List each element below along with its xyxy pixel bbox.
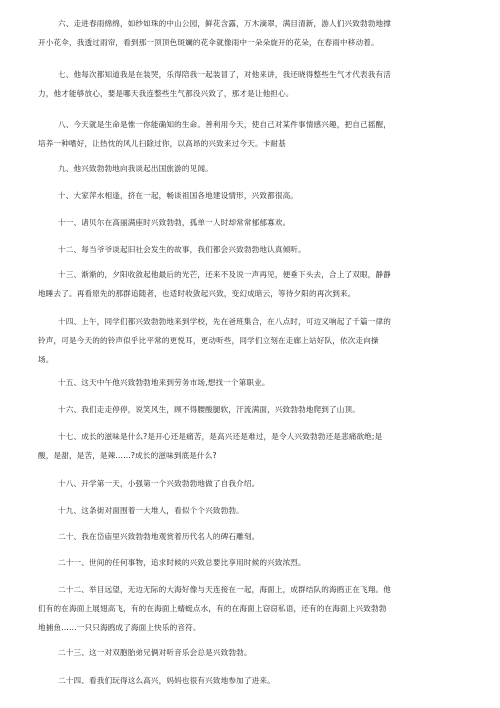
paragraph — [38, 400, 468, 419]
paragraph-line: 十三、渐渐的，夕阳收敛起他最后的光芒，还来不及说一声再见，便垂下头去，合上了双眼，静静 — [58, 270, 391, 279]
paragraph-line: 九、他兴致勃勃地向我谈起出国旅游的见闻。 — [58, 164, 213, 173]
paragraph — [38, 671, 468, 690]
paragraph-line: 二十、我在岱庙里兴致勃勃地观赏着历代名人的碑石雕刻。 — [58, 532, 260, 541]
paragraph-line: 力，他才能够放心，要是哪天我连整些生气都没兴致了，那才是让他担心。 — [38, 89, 294, 98]
paragraph-line: 们有的在海面上展翅高飞，有的在海面上蜻蜓点水，有的在海面上窃窃私语，还有的在海面上兴致勃勃 — [38, 604, 387, 613]
paragraph-line: 八、今天就是生命是惟一你能确知的生命。善利用今天，使自己对某件事情感兴趣，把自己摇醒， — [58, 120, 391, 129]
paragraph-line: 六、走进春雨绵绵，如纱如珠的中山公园，鲜花含露，万木滴翠，满目清新，游人们兴致勃勃地撑 — [58, 19, 391, 28]
paragraph-line: 场。 — [38, 355, 54, 364]
paragraph-line: 培养一种嗜好，让热忱的风儿扫除过你，以高昂的兴致来过今天。卡耐基 — [38, 139, 286, 148]
paragraph-line: 十九、这条街对面围着一大堆人，看似个个兴致勃勃。 — [58, 506, 244, 515]
paragraph-line: 十八、开学第一天，小强第一个兴致勃勃地做了自我介绍。 — [58, 479, 260, 488]
paragraph — [38, 159, 468, 178]
paragraph — [38, 312, 468, 369]
paragraph — [38, 373, 468, 392]
paragraph-line: 十、大家萍水相逢，挤在一起，畅谈祖国各地建设情形，兴致都很高。 — [58, 191, 299, 200]
paragraph-line: 十二、每当爷爷谈起旧社会发生的故事，我们都会兴致勃勃地认真倾听。 — [58, 245, 306, 254]
paragraph-line: 十七、成长的滋味是什么?是开心还是痛苦，是高兴还是难过，是令人兴致勃勃还是悲痛欲绝;是 — [58, 432, 383, 441]
paragraph — [38, 580, 468, 637]
paragraph-line: 七、他每次都知道我是在装哭，乐得陪我一起装冒了，对他来讲，我还晓得整些生气才代表我有活 — [58, 70, 391, 79]
paragraph — [38, 553, 468, 572]
paragraph-line: 十五、这天中午他兴致勃勃地来到劳务市场,想找一个第职业。 — [58, 378, 270, 387]
paragraph — [38, 265, 468, 303]
paragraph — [38, 115, 468, 153]
paragraph — [38, 643, 468, 662]
paragraph-line: 地睡去了。再看原先的那群追随者，也适时收敛起兴致，变幻成暗云，等待夕阳的再次到来。 — [38, 289, 356, 298]
paragraph — [38, 186, 468, 205]
paragraph — [38, 501, 468, 520]
paragraph — [38, 527, 468, 546]
paragraph-line: 二十二、举目远望，无边无际的大海好像与天连接在一起，海面上，成群结队的海鸥正在飞翔。他 — [58, 585, 391, 594]
paragraph-line: 十一、诸贝尔在高丽满座时兴致勃勃，孤单一人时却常常郁郁寡欢。 — [58, 218, 291, 227]
paragraph — [38, 213, 468, 232]
paragraph-line: 酸，是甜，是苦，是辣……?成长的滋味到底是什么? — [38, 451, 217, 460]
paragraph-line: 十六、我们走走停停，说笑风生，顾不得腰酸腿软，汗流满面，兴致勃勃地爬到了山顶。 — [58, 405, 361, 414]
paragraph-line: 地捕鱼……一只只海鸥成了海面上快乐的音符。 — [38, 623, 201, 632]
paragraph — [38, 427, 468, 465]
paragraph-line: 开小花伞，我透过雨帘，看到那一顶顶色斑斓的花伞就像雨中一朵朵旋开的花朵，在春雨中移动着。 — [38, 38, 379, 47]
paragraph — [38, 474, 468, 493]
paragraph-line: 铃声，可是今天的的铃声似乎比平常的更悦耳，更动听些，同学们立刻在走廊上站好队，依次走向操 — [38, 336, 379, 345]
paragraph-line: 二十一、世间的任何事物，追求时候的兴致总要比享用时候的兴致浓烈。 — [58, 558, 306, 567]
paragraph — [38, 240, 468, 259]
paragraph — [38, 65, 468, 103]
paragraph-line: 二十三、这一对双胞胎弟兄俩对听音乐会总是兴致勃勃。 — [58, 648, 252, 657]
paragraph — [38, 14, 468, 52]
paragraph-line: 二十四、看我们玩得这么高兴，妈妈也很有兴致地参加了进来。 — [58, 676, 275, 685]
paragraph-line: 十四、上午，同学们都兴致勃勃地来到学校，先在爸班集合，在八点时，可边又响起了千篇一律的 — [58, 317, 391, 326]
